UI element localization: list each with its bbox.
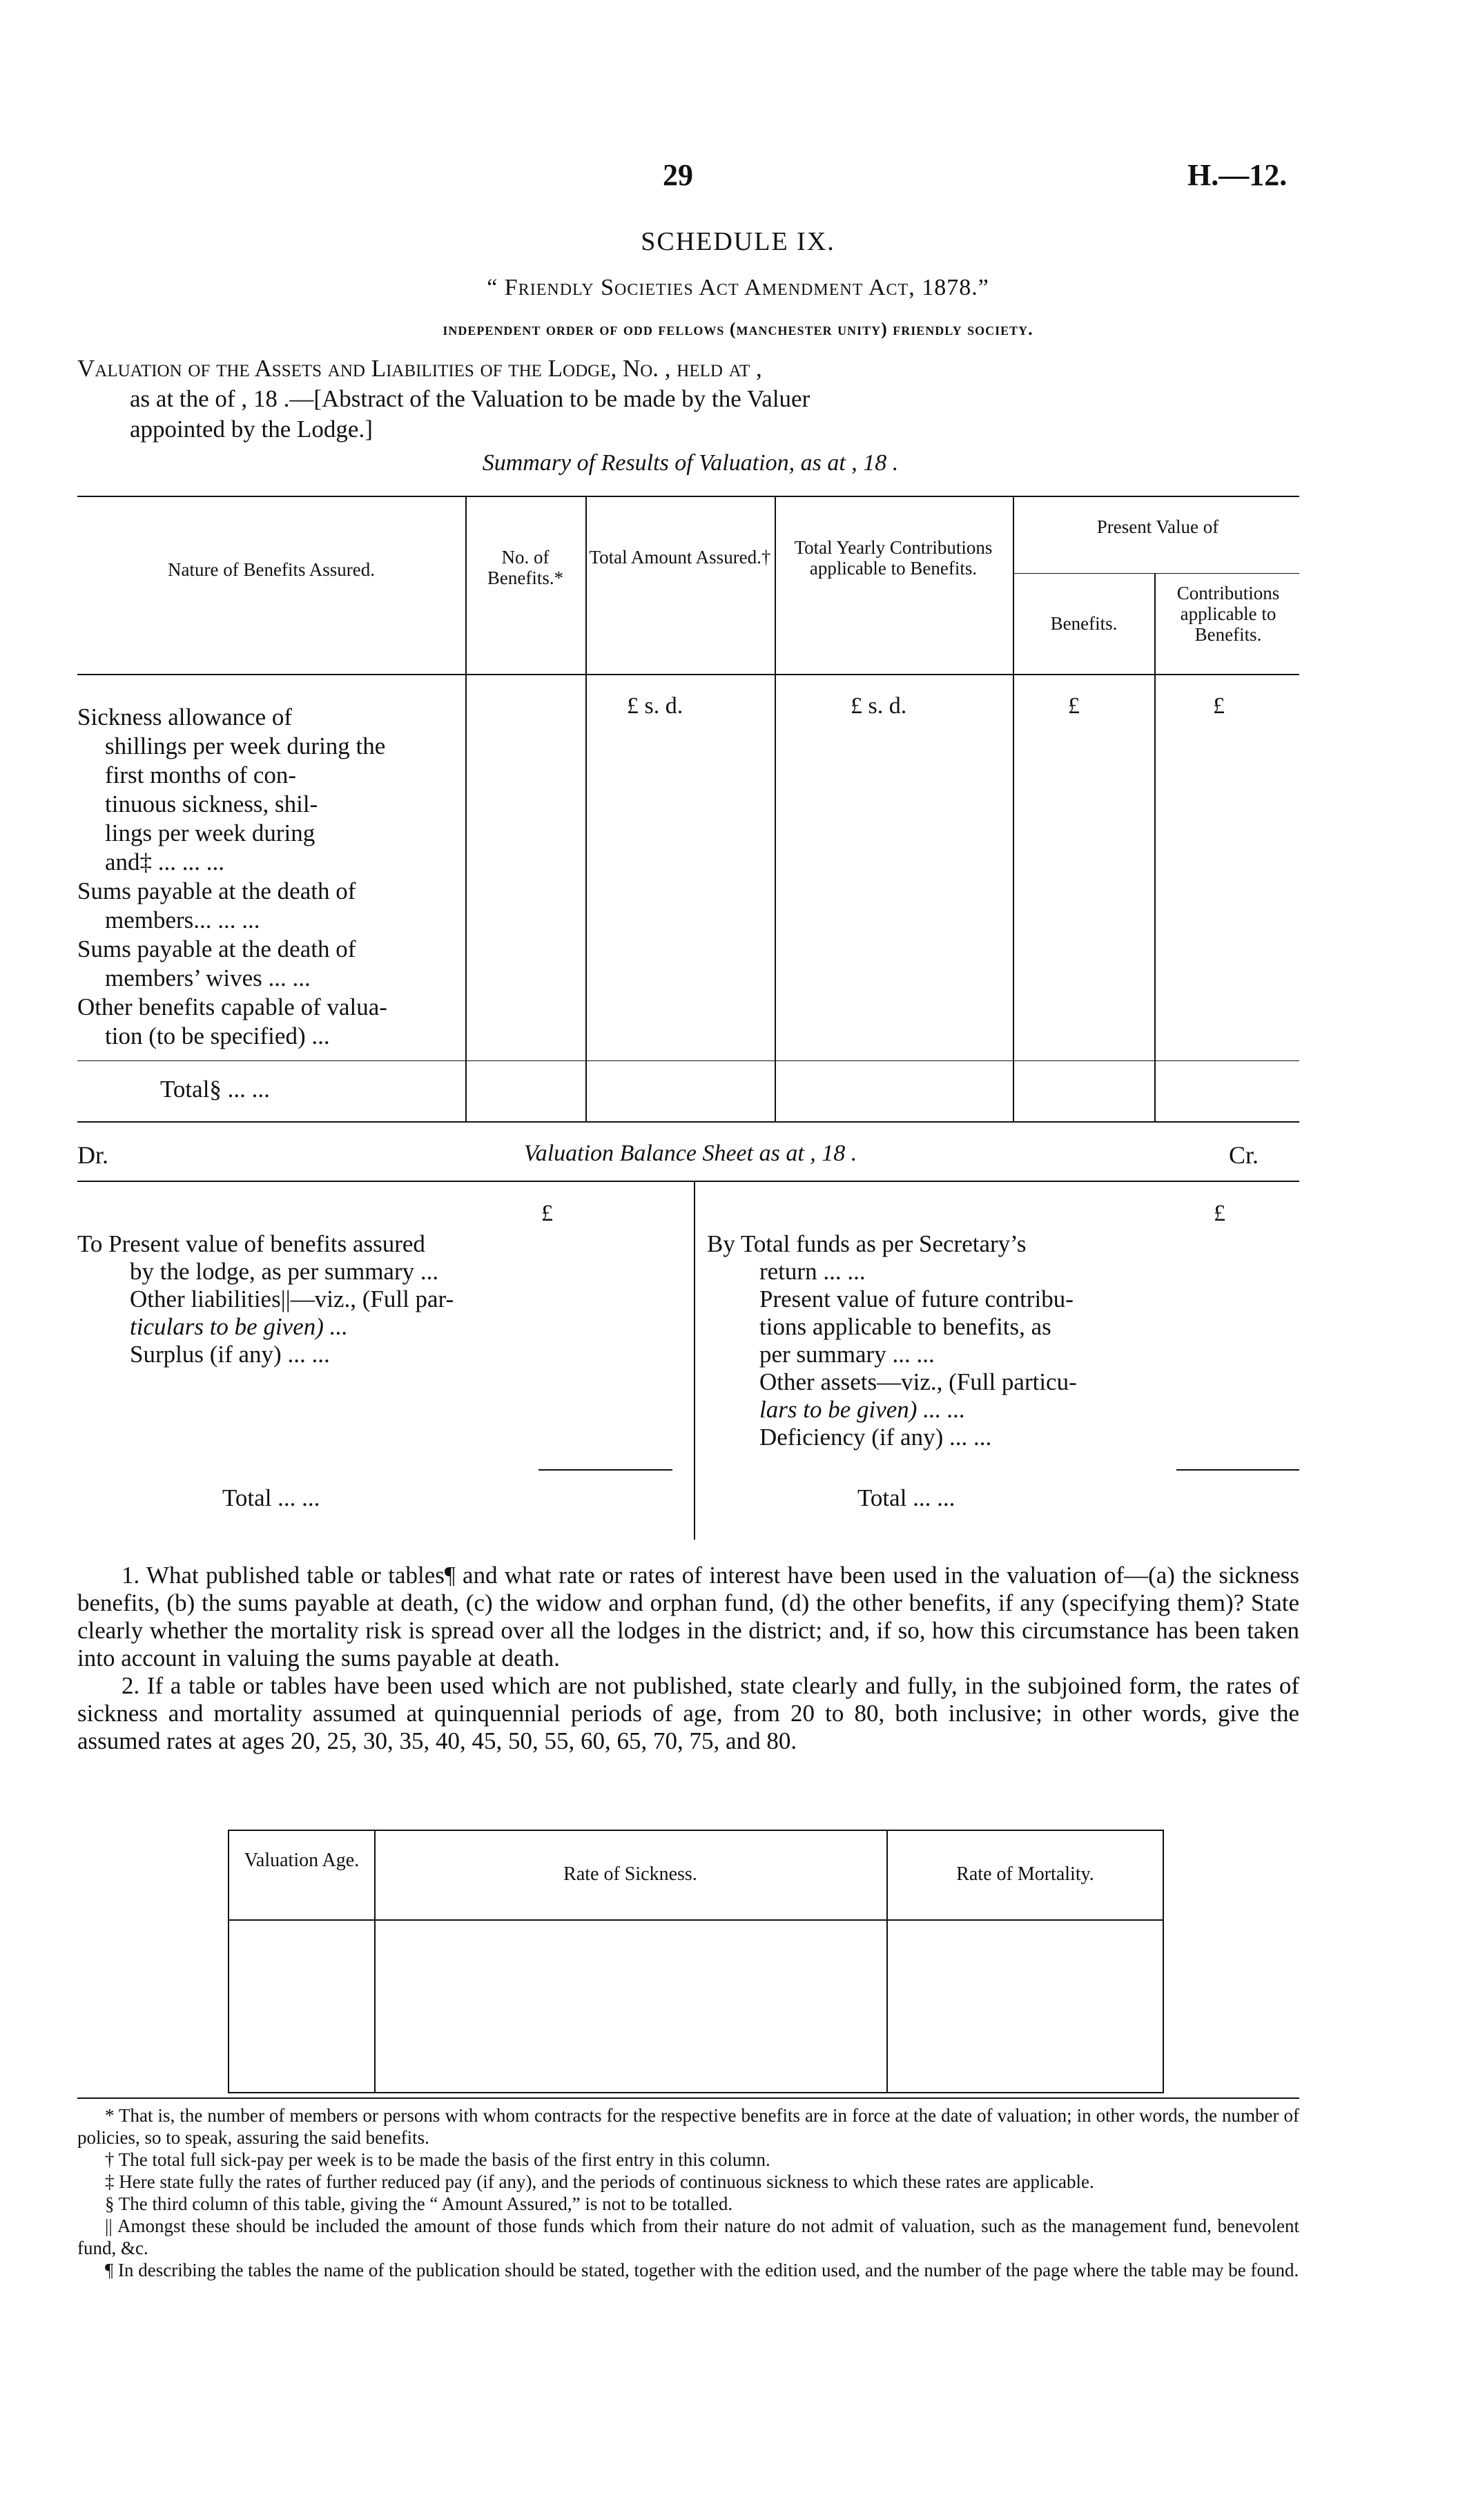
benefit-row: Other benefits capable of valua- <box>77 994 387 1020</box>
table-rule <box>228 1830 1164 1831</box>
benefit-row: first months of con- <box>105 762 297 788</box>
benefit-row: Sickness allowance of <box>77 704 293 730</box>
liability-line: Surplus (if any) ... ... <box>130 1341 330 1368</box>
footnote-rule <box>77 2097 1299 2099</box>
benefit-row: shillings per week during the <box>105 733 386 759</box>
order-title: independent order of odd fellows (manchester unity) friendly society. <box>443 319 1033 339</box>
col-header-number: No. of Benefits.* <box>487 547 564 588</box>
col-header-contributions: Contributions applicable to Benefits. <box>1176 583 1280 645</box>
liability-line: ticulars to be given) ... <box>130 1313 348 1340</box>
asset-line: By Total funds as per Secretary’s <box>707 1230 1027 1257</box>
table-rule <box>465 496 467 1121</box>
col-header-benefits: Benefits. <box>1050 613 1118 634</box>
left-total-label: Total ... ... <box>222 1484 320 1511</box>
total-rule <box>538 1469 672 1471</box>
yearly-units: £ s. d. <box>851 693 907 719</box>
footnotes <box>77 2104 1299 2281</box>
contributions-unit: £ <box>1213 693 1225 719</box>
benefit-row: Sums payable at the death of <box>77 936 356 962</box>
right-currency: £ <box>1214 1201 1225 1226</box>
table-rule <box>77 1121 1299 1123</box>
table-rule <box>1013 573 1299 574</box>
valuation-intro <box>77 353 1299 445</box>
summary-table <box>77 496 1299 1123</box>
summary-title: Summary of Results of Valuation, as at , 18 . <box>482 450 899 476</box>
footnote: § The third column of this table, giving the “ Amount Assured,” is not to be totalled. <box>105 2193 733 2214</box>
benefit-row: members’ wives ... ... <box>105 965 311 991</box>
table-rule <box>886 1830 888 2092</box>
total-rule <box>1176 1469 1299 1471</box>
table-rule <box>228 1919 1164 1921</box>
col-header-sickness: Rate of Sickness. <box>563 1863 697 1885</box>
valuation-intro-line3: appointed by the Lodge.] <box>130 416 373 443</box>
table-rule <box>77 1181 1299 1182</box>
asset-line: per summary ... ... <box>759 1341 935 1368</box>
question-1: 1. What published table or tables¶ and what rate or rates of interest have been used in the valuation of—(a) the sickness benefits, (b) the sums payable at death, (c) the widow and orphan fund, (d) the other benefits, if any (specifying them)? State clearly whether the mortality risk is spread over all the lodges in the district; and, if so, how this circumstance has been taken into account in valuing the sums payable at death. <box>77 1562 1299 1671</box>
instructions <box>77 1562 1299 1755</box>
footnote: ¶ In describing the tables the name of the publication should be stated, together with the edition used, and the number of the page where the table may be found. <box>105 2260 1299 2280</box>
benefit-row: and‡ ... ... ... <box>105 849 225 875</box>
asset-line: Other assets—viz., (Full particu- <box>759 1368 1077 1395</box>
document-reference: H.—12. <box>1187 158 1288 192</box>
footnote: † The total full sick-pay per week is to be made the basis of the first entry in this column. <box>105 2149 770 2170</box>
balance-sheet <box>77 1181 1299 1540</box>
table-rule <box>1154 573 1156 1121</box>
table-rule <box>77 1060 1299 1061</box>
question-2: 2. If a table or tables have been used which are not published, state clearly and fully, in the subjoined form, the rates of sickness and mortality assumed at quinquennial periods of age, from 20 to 80, both inclusive; in other words, give the assumed rates at ages 20, 25, 30, 35, 40, 45, 50, 55, 60, 65, 70, 75, and 80. <box>77 1672 1299 1754</box>
asset-line: Present value of future contribu- <box>759 1286 1074 1312</box>
assets-list <box>707 1230 1218 1451</box>
footnote: * That is, the number of members or persons with whom contracts for the respective benefits are in force at the date of valuation; in other words, the number of policies, so to speak, assuring the said benefits. <box>77 2105 1299 2148</box>
footnote: || Amongst these should be included the amount of those funds which from their nature do not admit of valuation, such as the management fund, benevolent fund, &c. <box>77 2216 1299 2258</box>
liability-line: To Present value of benefits assured <box>77 1230 425 1257</box>
table-rule <box>77 674 1299 675</box>
col-header-present-value: Present Value of <box>1096 516 1219 537</box>
table-rule <box>585 496 587 1121</box>
asset-line: return ... ... <box>759 1258 866 1285</box>
benefit-row: lings per week during <box>105 820 315 846</box>
table-rule <box>228 1830 229 2092</box>
left-currency: £ <box>541 1201 553 1226</box>
liabilities-list <box>77 1230 561 1368</box>
table-rule <box>694 1181 695 1540</box>
valuation-intro-line2: as at the of , 18 .—[Abstract of the Valuation to be made by the Valuer <box>130 385 810 412</box>
balance-sheet-title: Valuation Balance Sheet as at , 18 . <box>523 1141 857 1166</box>
act-title: “ Friendly Societies Act Amendment Act, 1878.” <box>487 275 989 300</box>
right-total-label: Total ... ... <box>857 1484 955 1511</box>
balance-cr-label: Cr. <box>1229 1141 1259 1169</box>
table-rule <box>775 496 776 1121</box>
schedule-title: SCHEDULE IX. <box>641 227 835 256</box>
liability-line: by the lodge, as per summary ... <box>130 1258 439 1285</box>
benefit-row: members... ... ... <box>105 907 260 933</box>
asset-line: lars to be given) ... ... <box>759 1396 966 1423</box>
benefit-row: tion (to be specified) ... <box>105 1022 330 1049</box>
page-number: 29 <box>663 158 693 192</box>
footnote: ‡ Here state fully the rates of further reduced pay (if any), and the periods of continuous sickness to which these rates are applicable. <box>105 2171 1094 2192</box>
benefit-rows <box>77 703 464 1051</box>
table-rule <box>1163 1830 1164 2092</box>
amount-units: £ s. d. <box>627 693 683 719</box>
balance-dr-label: Dr. <box>77 1141 108 1169</box>
benefit-row: tinuous sickness, shil- <box>105 791 318 817</box>
table-rule <box>228 2092 1164 2093</box>
asset-line: tions applicable to benefits, as <box>759 1313 1051 1340</box>
col-header-nature: Nature of Benefits Assured. <box>168 559 375 580</box>
asset-line: Deficiency (if any) ... ... <box>759 1424 992 1451</box>
rates-table <box>228 1830 1164 2093</box>
summary-total-label: Total§ ... ... <box>160 1076 270 1103</box>
col-header-yearly: Total Yearly Contributions applicable to Benefits. <box>794 537 993 579</box>
liability-line: Other liabilities||—viz., (Full par- <box>130 1286 454 1312</box>
valuation-intro-line1: Valuation of the Assets and Liabilities of the Lodge, No. , held at , <box>77 355 762 382</box>
col-header-age: Valuation Age. <box>244 1850 360 1871</box>
col-header-mortality: Rate of Mortality. <box>956 1863 1094 1885</box>
table-rule <box>1013 496 1014 1121</box>
table-rule <box>374 1830 376 2092</box>
col-header-amount: Total Amount Assured.† <box>589 547 771 568</box>
benefit-row: Sums payable at the death of <box>77 878 356 904</box>
benefits-unit: £ <box>1068 693 1080 719</box>
table-rule <box>77 496 1299 497</box>
